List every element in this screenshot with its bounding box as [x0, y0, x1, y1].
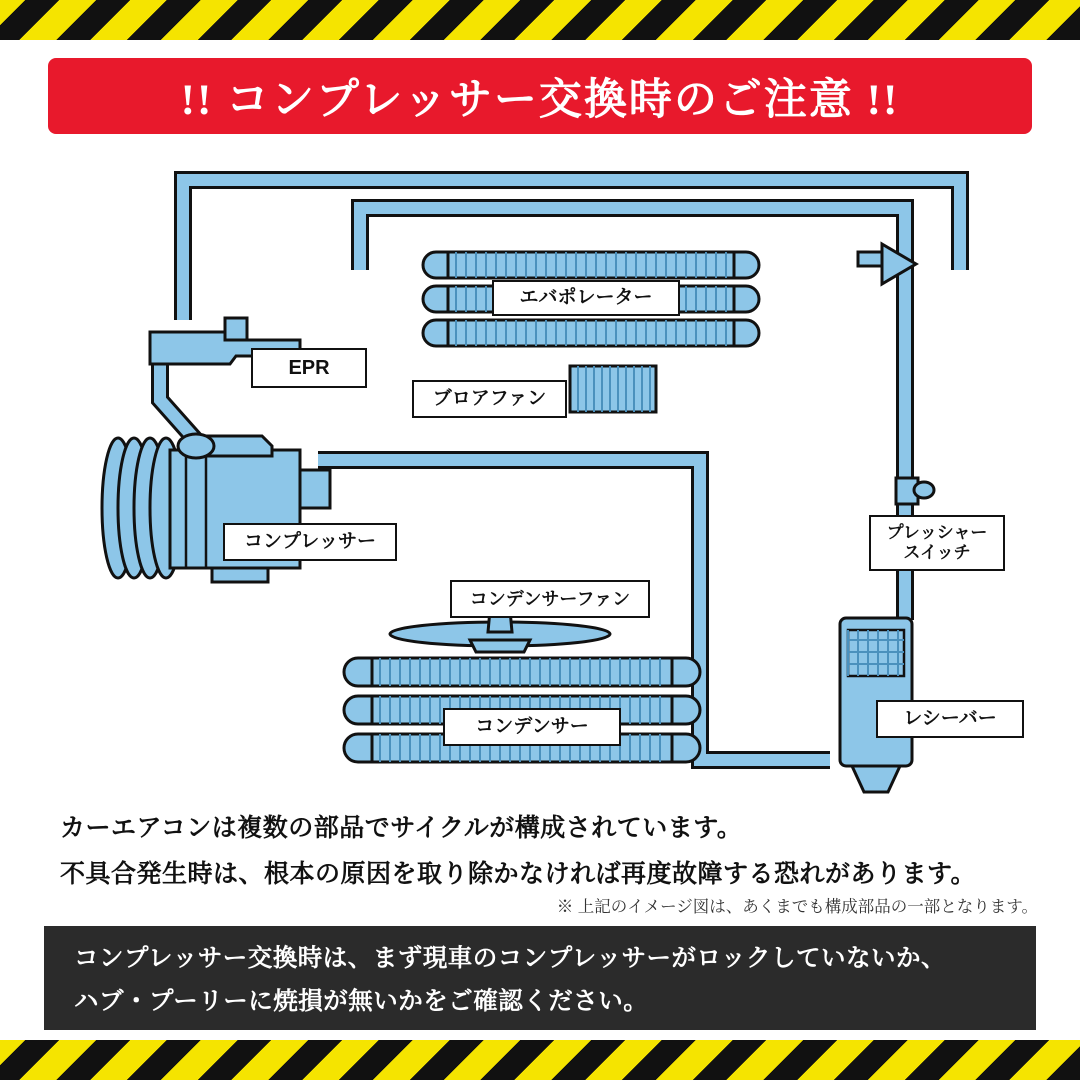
body-line-1: カーエアコンは複数の部品でサイクルが構成されています。 — [60, 814, 743, 842]
label-blower-fan: ブロアファン — [412, 380, 567, 418]
label-epr: EPR — [251, 348, 367, 388]
hazard-stripe-bottom — [0, 1040, 1080, 1080]
footer-line-2: ハブ・プーリーに焼損が無いかをご確認ください。 — [74, 988, 649, 1015]
label-condenser-fan: コンデンサーファン — [450, 580, 650, 618]
label-evaporator: エバポレーター — [492, 280, 680, 316]
warning-footer — [44, 926, 1036, 1030]
footer-line-1: コンプレッサー交換時は、まず現車のコンプレッサーがロックしていないか、 — [74, 945, 947, 972]
label-condenser: コンデンサー — [443, 708, 621, 746]
hazard-stripe-top — [0, 0, 1080, 40]
pressure-switch-line2: スイッチ — [903, 543, 971, 562]
body-line-2: 不具合発生時は、根本の原因を取り除かなければ再度故障する恐れがあります。 — [60, 860, 977, 888]
label-receiver: レシーバー — [876, 700, 1024, 738]
footnote: ※ 上記のイメージ図は、あくまでも構成部品の一部となります。 — [556, 898, 1038, 916]
page-title: !! コンプレッサー交換時のご注意 !! — [180, 76, 900, 124]
label-pressure-switch — [869, 515, 1005, 571]
title-banner — [48, 58, 1032, 134]
label-compressor: コンプレッサー — [223, 523, 397, 561]
pressure-switch-part — [896, 478, 934, 504]
body-copy — [60, 808, 1040, 900]
pressure-switch-line1: プレッシャー — [886, 523, 988, 543]
blower-fan-part — [570, 366, 656, 412]
